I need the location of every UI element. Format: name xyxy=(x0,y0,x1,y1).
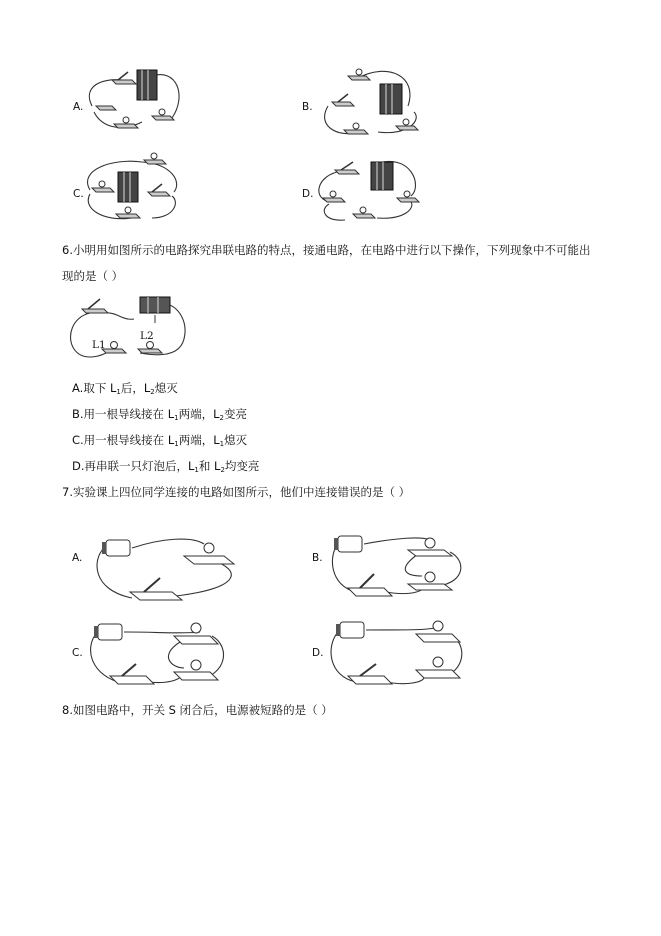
q6-option-b: B.用一根导线接在 $L_1$两端，$L_2$变亮 xyxy=(72,407,247,422)
q7-option-a-label: A. xyxy=(72,552,83,564)
q7-option-b-label: B. xyxy=(312,552,323,564)
q6-option-d: D.再串联一只灯泡后，$L_1$和 $L_2$均变亮 xyxy=(72,459,260,474)
q7-option-d-label: D. xyxy=(312,647,324,659)
q6-option-c: C.用一根导线接在 $L_1$两端，$L_1$熄灭 xyxy=(72,433,248,448)
q5-circuit-a xyxy=(82,66,192,136)
q5-option-d-label: D. xyxy=(302,188,314,200)
q6-stem-line-1: 6.小明用如图所示的电路探究串联电路的特点，接通电路，在电路中进行以下操作，下列现象中不可能出 xyxy=(62,243,591,257)
q7-circuit-c xyxy=(88,616,238,698)
q5-option-c-label: C. xyxy=(73,188,84,200)
q5-option-b-label: B. xyxy=(302,101,313,113)
q6-stem-line-2: 现的是（ ） xyxy=(62,269,124,283)
q6-option-a: A.取下 $L_1$后，$L_2$熄灭 xyxy=(72,381,178,396)
q7-circuit-a xyxy=(92,530,252,612)
q5-circuit-b xyxy=(318,66,428,142)
q5-circuit-d xyxy=(315,152,425,226)
q7-circuit-b xyxy=(326,530,476,610)
q7-circuit-d xyxy=(326,616,476,698)
q6-figure-label-l1: L1 xyxy=(92,339,106,351)
q5-option-a-label: A. xyxy=(73,101,84,113)
q8-stem: 8.如图电路中，开关 S 闭合后，电源被短路的是（ ） xyxy=(62,703,333,717)
q7-stem: 7.实验课上四位同学连接的电路如图所示，他们中连接错误的是（ ） xyxy=(62,485,411,499)
q5-circuit-c xyxy=(82,152,182,224)
q7-option-c-label: C. xyxy=(72,647,83,659)
q6-figure-label-l2: L2 xyxy=(140,330,154,342)
q6-series-circuit-figure xyxy=(62,291,190,367)
